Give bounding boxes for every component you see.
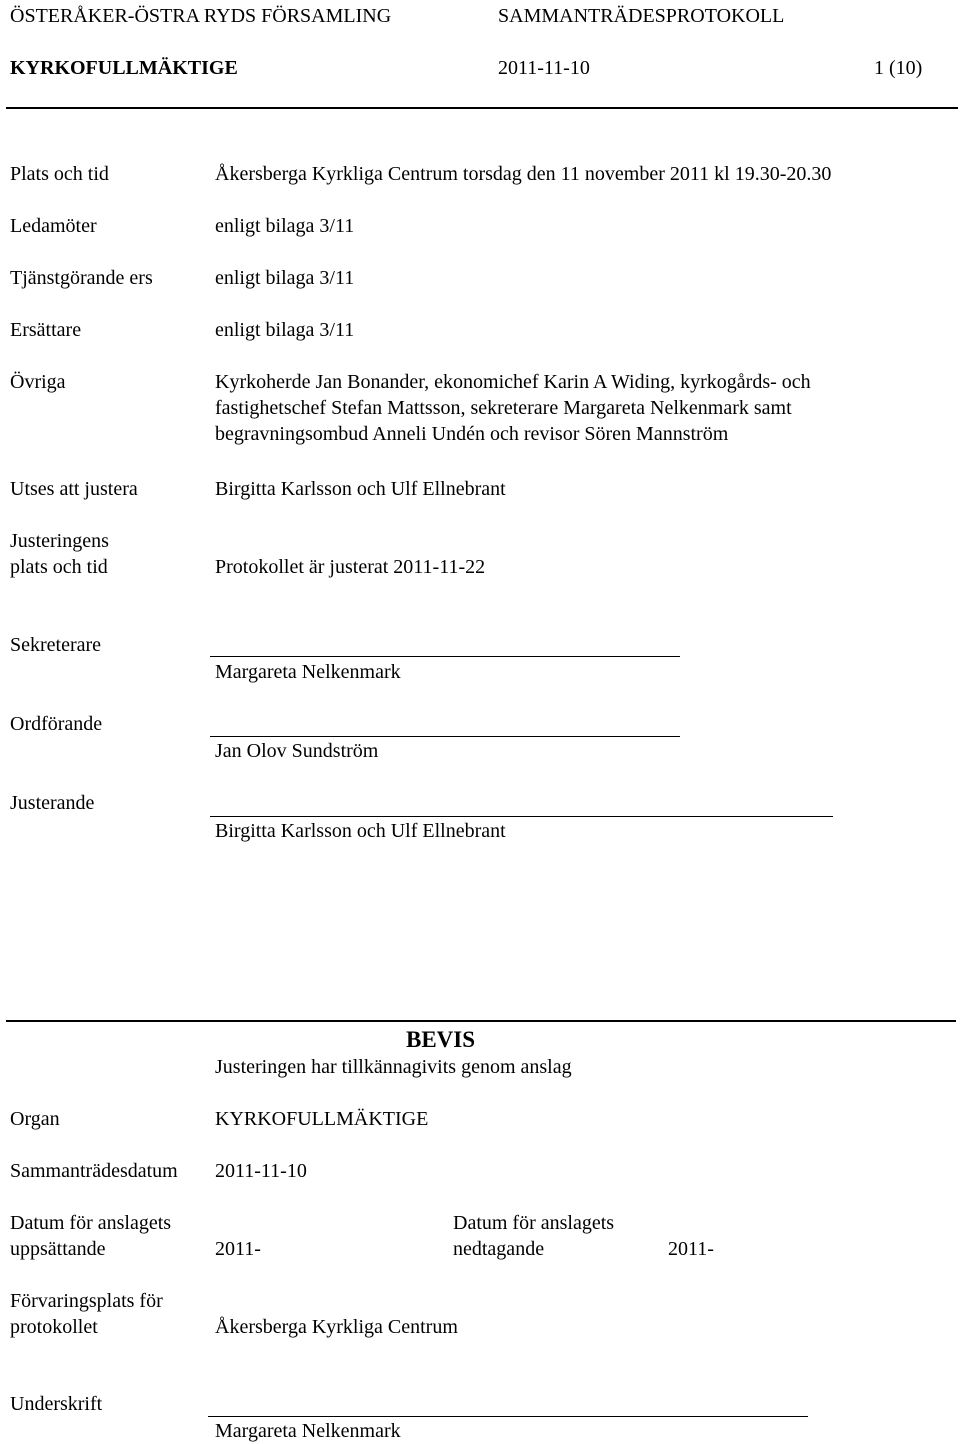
nedtagande-value: 2011-: [668, 1238, 714, 1260]
ovriga-label: Övriga: [10, 371, 66, 393]
sekreterare-label: Sekreterare: [10, 634, 102, 656]
forvaringsplats-value: Åkersberga Kyrkliga Centrum: [215, 1316, 458, 1338]
uppsattande-value: 2011-: [215, 1238, 261, 1260]
parish-name: ÖSTERÅKER-ÖSTRA RYDS FÖRSAMLING: [10, 5, 392, 27]
header-date: 2011-11-10: [498, 57, 590, 79]
underskrift-name: Margareta Nelkenmark: [215, 1420, 401, 1442]
sammantradesdatum-label: Sammanträdesdatum: [10, 1160, 178, 1182]
nedtagande-label-2: nedtagande: [453, 1238, 545, 1260]
justerande-name: Birgitta Karlsson och Ulf Ellnebrant: [215, 820, 506, 842]
tjanstgorande-label: Tjänstgörande ers: [10, 267, 153, 289]
underskrift-signature-line: [208, 1416, 808, 1417]
sekreterare-signature-line: [210, 656, 680, 657]
tjanstgorande-value: enligt bilaga 3/11: [215, 267, 355, 289]
forvaringsplats-label-1: Förvaringsplats för: [10, 1290, 163, 1312]
bevis-title: BEVIS: [406, 1027, 476, 1052]
ovriga-line-2: fastighetschef Stefan Mattsson, sekreterare Margareta Nelkenmark samt: [215, 397, 792, 419]
ledamoter-value: enligt bilaga 3/11: [215, 215, 355, 237]
page-number: 1 (10): [874, 57, 923, 79]
utses-label: Utses att justera: [10, 478, 138, 500]
ledamoter-label: Ledamöter: [10, 215, 97, 237]
uppsattande-label-1: Datum för anslagets: [10, 1212, 172, 1234]
justeringens-value: Protokollet är justerat 2011-11-22: [215, 556, 486, 578]
nedtagande-label-1: Datum för anslagets: [453, 1212, 615, 1234]
uppsattande-label-2: uppsättande: [10, 1238, 106, 1260]
ordforande-label: Ordförande: [10, 713, 103, 735]
plats-value: Åkersberga Kyrkliga Centrum torsdag den 11 november 2011 kl 19.30-20.30: [215, 163, 832, 185]
justerande-signature-line: [210, 816, 833, 817]
ersattare-label: Ersättare: [10, 319, 82, 341]
justerande-label: Justerande: [10, 792, 95, 814]
organ-label: Organ: [10, 1108, 60, 1130]
ordforande-name: Jan Olov Sundström: [215, 740, 379, 762]
document-type: SAMMANTRÄDESPROTOKOLL: [498, 5, 785, 27]
ersattare-value: enligt bilaga 3/11: [215, 319, 355, 341]
sekreterare-name: Margareta Nelkenmark: [215, 661, 401, 683]
justeringens-label-2: plats och tid: [10, 556, 108, 578]
justeringens-label-1: Justeringens: [10, 530, 109, 552]
bevis-subtitle: Justeringen har tillkännagivits genom anslag: [215, 1056, 572, 1078]
sammantradesdatum-value: 2011-11-10: [215, 1160, 307, 1182]
plats-label: Plats och tid: [10, 163, 109, 185]
ordforande-signature-line: [210, 736, 680, 737]
header-rule: [6, 107, 958, 109]
underskrift-label: Underskrift: [10, 1393, 103, 1415]
ovriga-line-1: Kyrkoherde Jan Bonander, ekonomichef Karin A Widing, kyrkogårds- och: [215, 371, 811, 393]
bevis-rule: [6, 1020, 956, 1022]
utses-value: Birgitta Karlsson och Ulf Ellnebrant: [215, 478, 506, 500]
organ-value: KYRKOFULLMÄKTIGE: [215, 1108, 429, 1130]
forvaringsplats-label-2: protokollet: [10, 1316, 98, 1338]
header-organ: KYRKOFULLMÄKTIGE: [10, 57, 238, 79]
ovriga-line-3: begravningsombud Anneli Undén och revisor Sören Mannström: [215, 423, 729, 445]
